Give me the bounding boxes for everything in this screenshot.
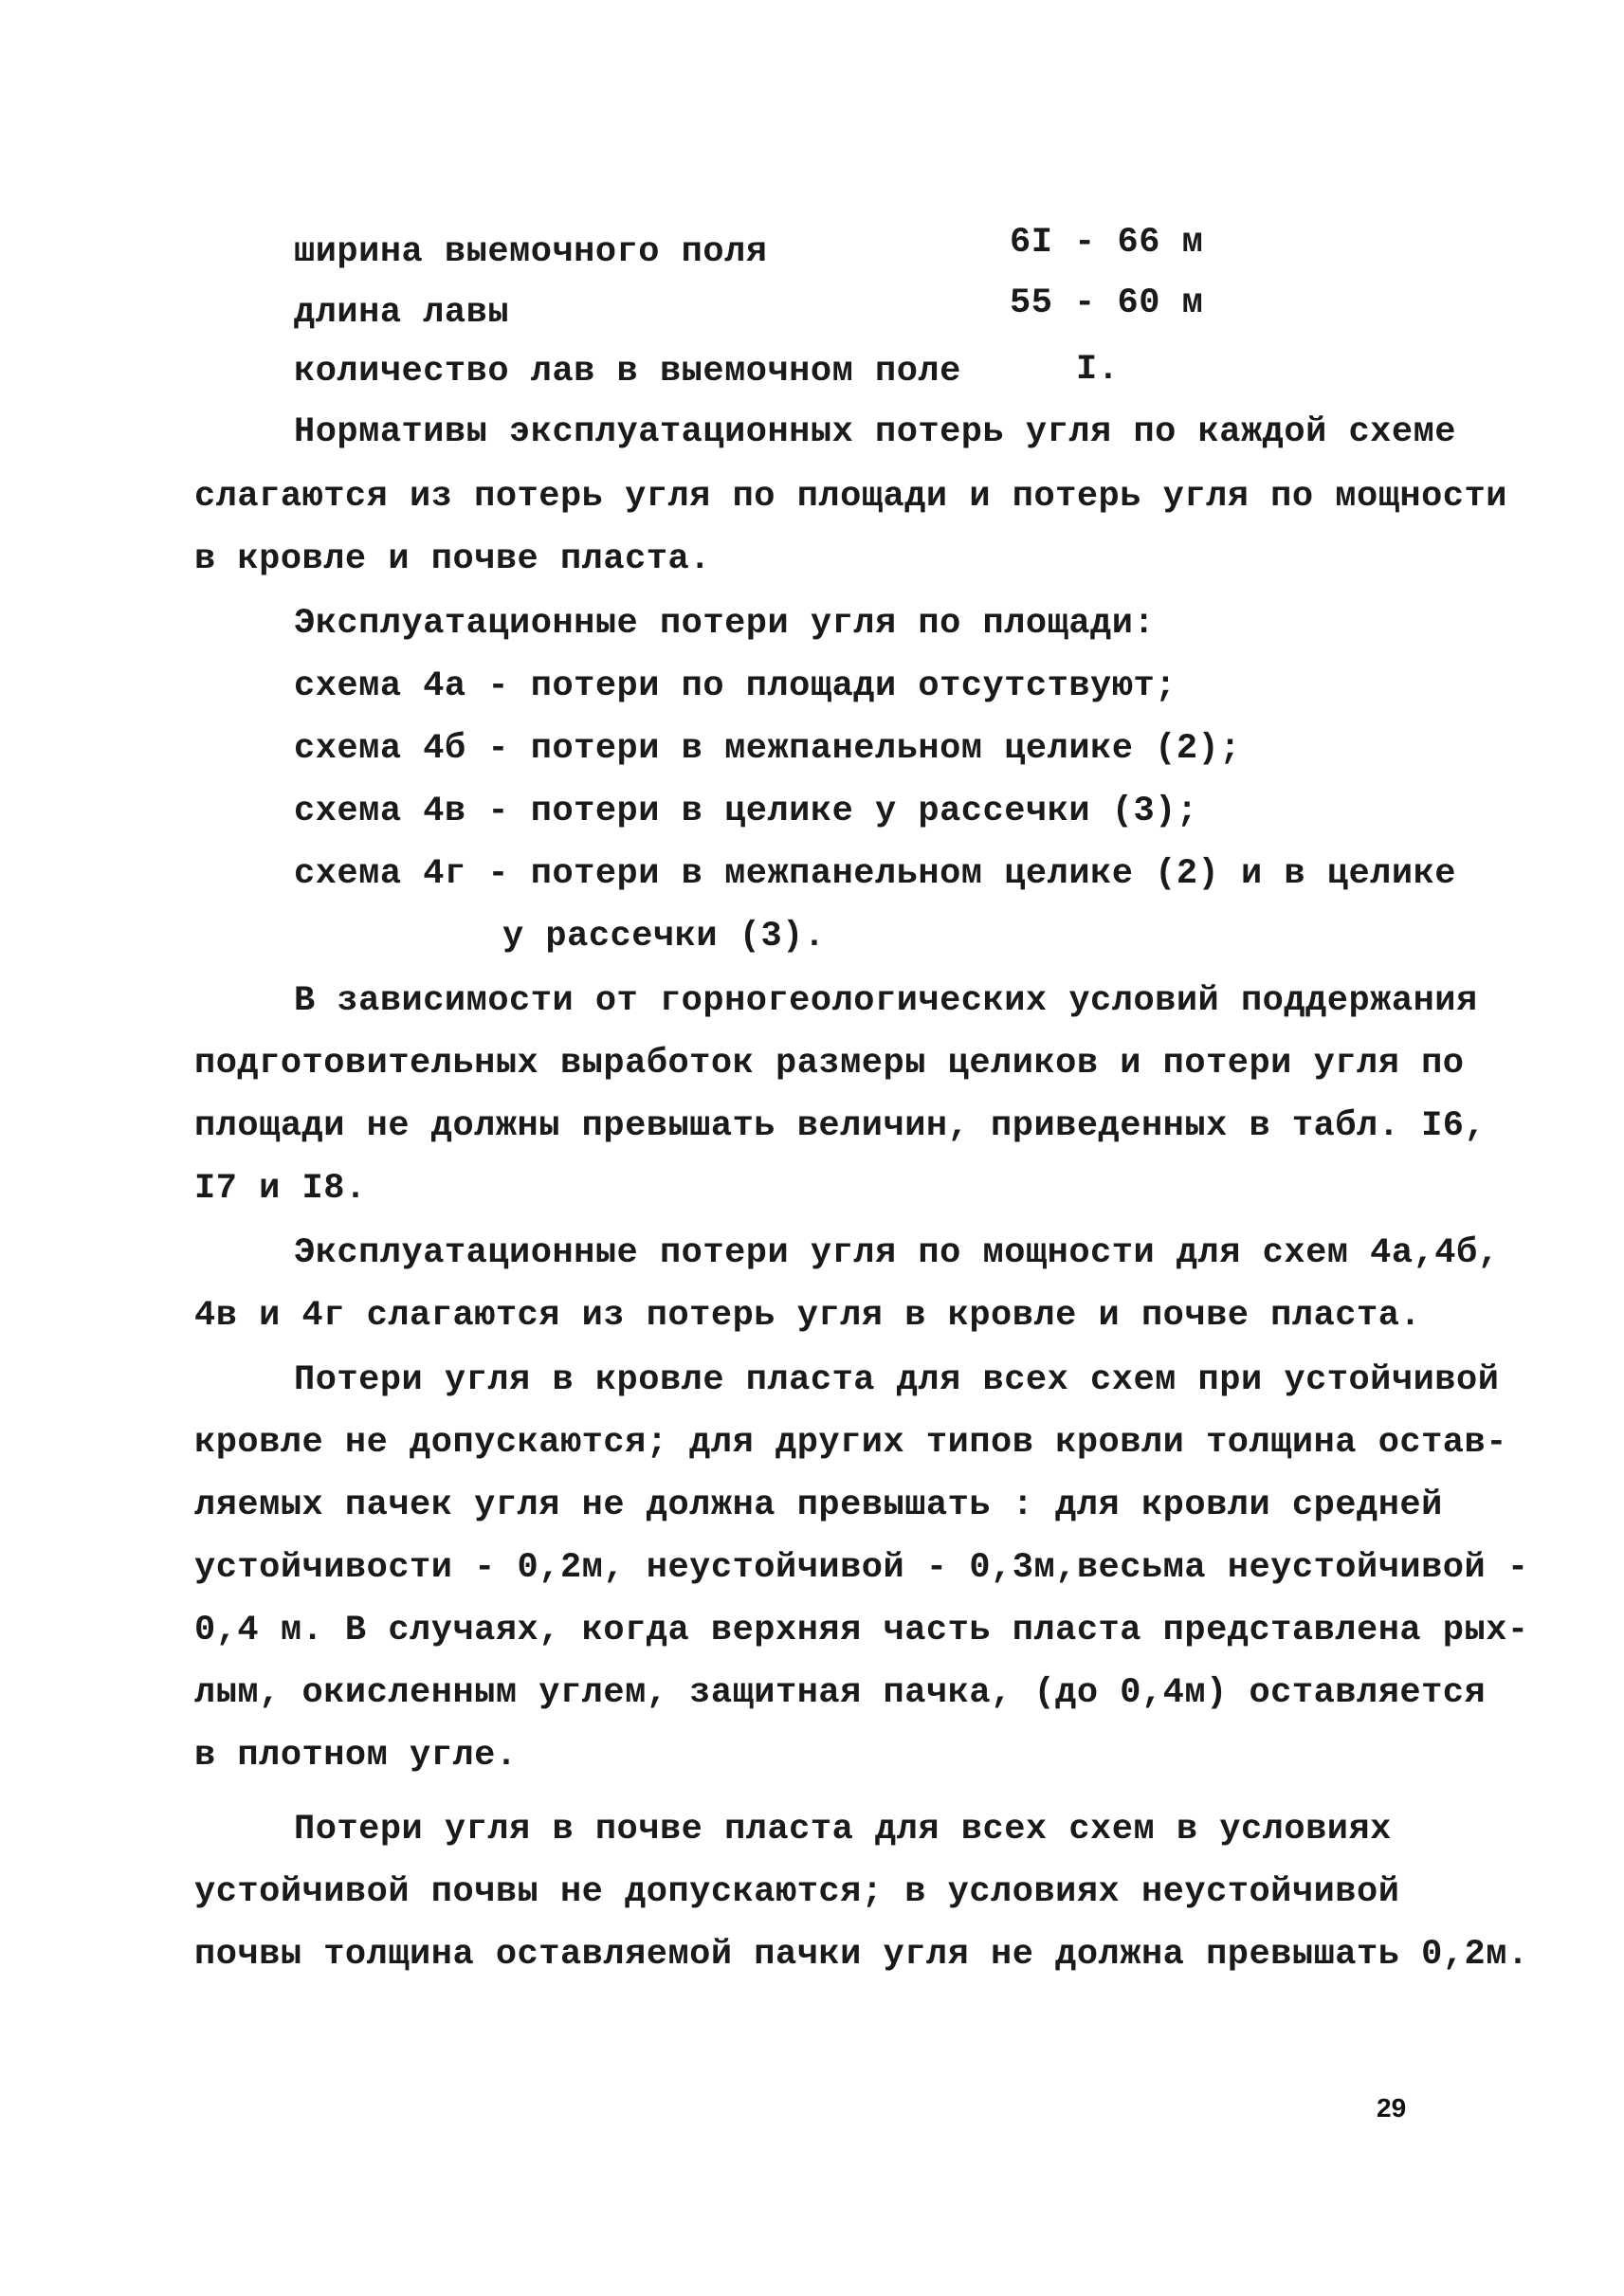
paragraph-floor-line-1: Потери угля в почве пласта для всех схем в условиях <box>294 1810 1392 1850</box>
param-label-face-length: длина лавы <box>294 293 510 333</box>
paragraph-norms-line-2: слагаются из потерь угля по площади и потерь угля по мощности <box>194 477 1507 517</box>
page-number: 29 <box>1377 2093 1407 2123</box>
param-label-faces-count: количество лав в выемочном поле <box>294 352 961 392</box>
paragraph-thickness-line-1: Эксплуатационные потери угля по мощности для схем 4а,4б, <box>294 1233 1500 1273</box>
param-value-faces-count: I. <box>1076 350 1120 390</box>
paragraph-norms-line-1: Нормативы эксплуатационных потерь угля по каждой схеме <box>294 412 1456 452</box>
paragraph-roof-line-7: в плотном угле. <box>194 1736 518 1776</box>
area-losses-heading: Эксплуатационные потери угля по площади: <box>294 604 1156 644</box>
param-value-field-width: 6I - 66 м <box>1010 223 1204 263</box>
paragraph-roof-line-1: Потери угля в кровле пласта для всех схем при устойчивой <box>294 1360 1500 1400</box>
scheme-4a-item: схема 4а - потери по площади отсутствуют; <box>294 666 1177 706</box>
param-label-field-width: ширина выемочного поля <box>294 232 768 272</box>
scheme-4g-continuation: у рассечки (3). <box>502 917 826 957</box>
paragraph-geology-line-3: площади не должны превышать величин, приведенных в табл. I6, <box>194 1106 1487 1146</box>
paragraph-norms-line-3: в кровле и почве пласта. <box>194 539 711 579</box>
paragraph-roof-line-4: устойчивости - 0,2м, неустойчивой - 0,3м,весьма неустойчивой - <box>194 1548 1529 1588</box>
scheme-4b-item: схема 4б - потери в межпанельном целике (2); <box>294 729 1241 769</box>
paragraph-geology-line-1: В зависимости от горногеологических условий поддержания <box>294 981 1478 1021</box>
paragraph-roof-line-3: ляемых пачек угля не должна превышать : для кровли средней <box>194 1485 1443 1525</box>
paragraph-geology-line-2: подготовительных выработок размеры целиков и потери угля по <box>194 1044 1465 1084</box>
paragraph-geology-line-4: I7 и I8. <box>194 1169 367 1209</box>
paragraph-thickness-line-2: 4в и 4г слагаются из потерь угля в кровле и почве пласта. <box>194 1296 1422 1336</box>
scheme-4v-item: схема 4в - потери в целике у рассечки (3); <box>294 792 1198 831</box>
paragraph-roof-line-5: 0,4 м. В случаях, когда верхняя часть пласта представлена рых- <box>194 1611 1529 1650</box>
param-value-face-length: 55 - 60 м <box>1010 283 1204 323</box>
paragraph-floor-line-2: устойчивой почвы не допускаются; в условиях неустойчивой <box>194 1872 1400 1912</box>
paragraph-roof-line-2: кровле не допускаются; для других типов кровли толщина остав- <box>194 1423 1507 1463</box>
scheme-4g-item: схема 4г - потери в межпанельном целике (2) и в целике <box>294 854 1456 894</box>
paragraph-floor-line-3: почвы толщина оставляемой пачки угля не должна превышать 0,2м. <box>194 1935 1529 1975</box>
paragraph-roof-line-6: лым, окисленным углем, защитная пачка, (до 0,4м) оставляется <box>194 1673 1487 1713</box>
